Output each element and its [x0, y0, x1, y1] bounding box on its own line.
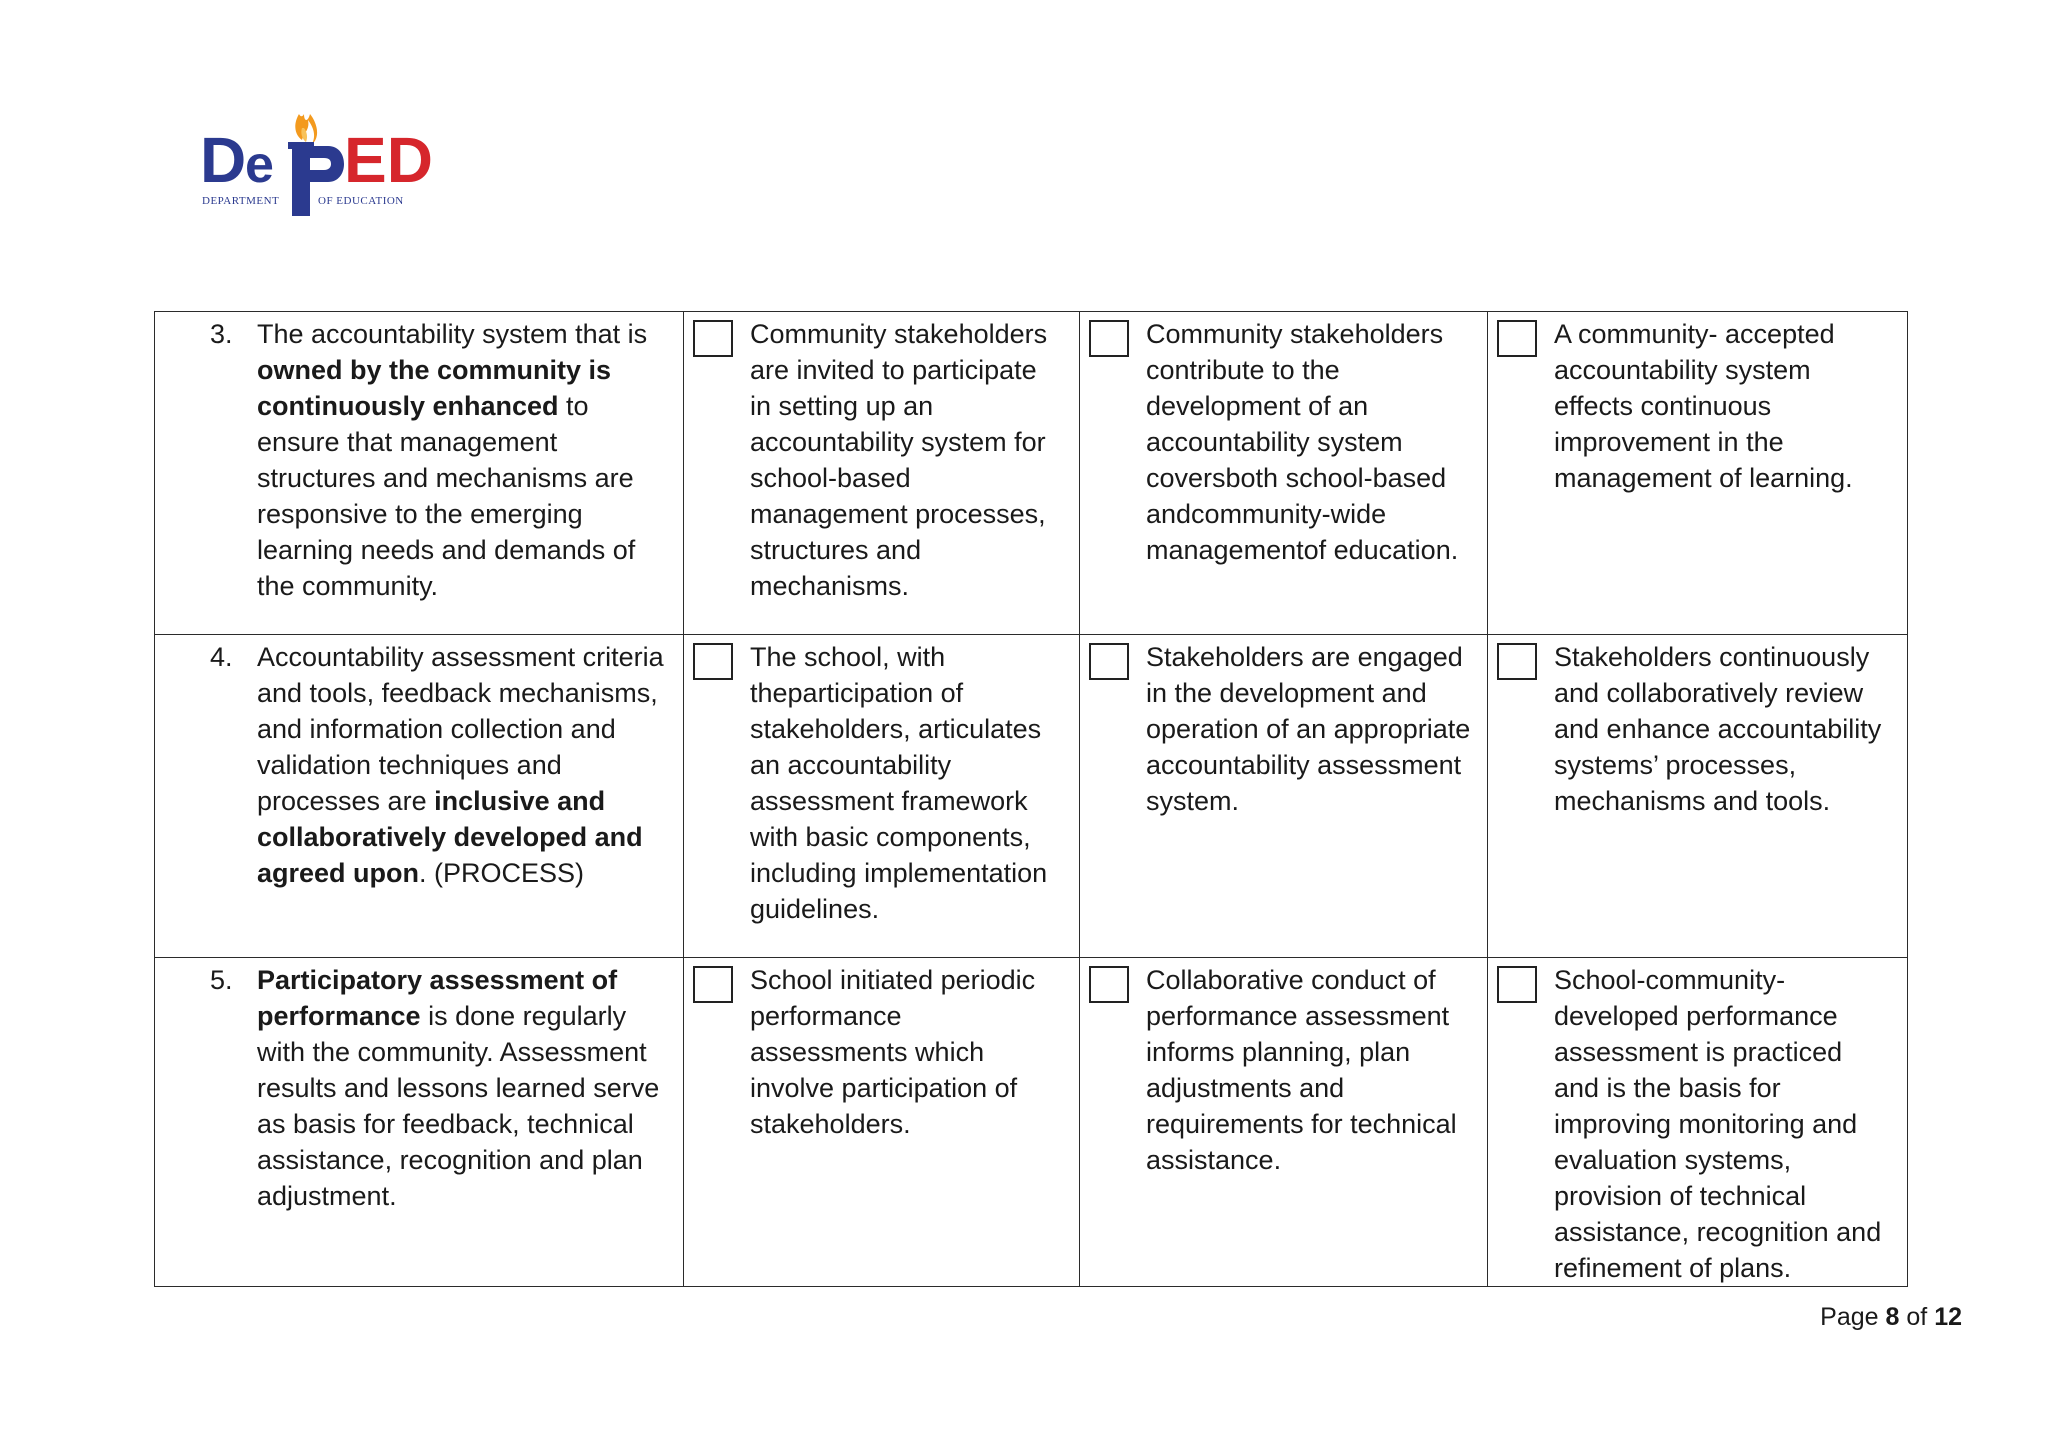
level-checkbox[interactable]: [1497, 320, 1537, 357]
level-checkbox[interactable]: [693, 966, 733, 1003]
indicator-text: [257, 962, 665, 1214]
level-3-cell: [1488, 312, 1908, 635]
level-description: Stakeholders are engaged in the development and operation of an appropriate accountability assessment system.: [1146, 642, 1471, 816]
rubric-row: [155, 958, 1908, 1287]
level-3-cell: [1488, 635, 1908, 958]
rubric-row: [155, 635, 1908, 958]
level-description: Collaborative conduct of performance assessment informs planning, plan adjustments and requirements for technical assistance.: [1146, 965, 1457, 1175]
level-checkbox[interactable]: [1089, 320, 1129, 357]
indicator-number: 4.: [210, 642, 233, 672]
indicator-cell: [155, 958, 684, 1287]
level-2-cell: [1080, 958, 1488, 1287]
indicator-segment: . (PROCESS): [419, 858, 585, 888]
svg-text:OF EDUCATION: OF EDUCATION: [318, 195, 404, 207]
level-description: The school, with theparticipation of stakeholders, articulates an accountability assessment framework with basic components, including implementation guidelines.: [750, 642, 1048, 924]
level-1-cell: [684, 635, 1080, 958]
indicator-text: [257, 639, 665, 891]
level-description: A community- accepted accountability system effects continuous improvement in the management of learning.: [1554, 319, 1853, 493]
indicator-segment: Accountability assessment criteria and tools, feedback mechanisms, and information collection and validation techniques and processes are: [257, 642, 664, 816]
indicator-emphasis: owned by the community is continuously enhanced: [257, 355, 612, 421]
indicator-cell: [155, 635, 684, 958]
level-2-cell: [1080, 635, 1488, 958]
level-description: School initiated periodic performance assessments which involve participation of stakeholders.: [750, 965, 1036, 1139]
level-checkbox[interactable]: [1497, 643, 1537, 680]
level-checkbox[interactable]: [1089, 643, 1129, 680]
accountability-rubric-table: [154, 311, 1908, 1287]
level-checkbox[interactable]: [1089, 966, 1129, 1003]
svg-text:D: D: [200, 124, 247, 196]
indicator-segment: The accountability system that is: [257, 319, 648, 349]
level-checkbox[interactable]: [1497, 966, 1537, 1003]
level-description: Community stakeholders contribute to the development of an accountability system coversboth school-based andcommunity-wide managementof education.: [1146, 319, 1459, 565]
indicator-number: 3.: [210, 319, 233, 349]
page-of: of: [1906, 1303, 1928, 1331]
level-2-cell: [1080, 312, 1488, 635]
level-3-cell: [1488, 958, 1908, 1287]
svg-text:ED: ED: [344, 124, 433, 196]
level-1-cell: [684, 312, 1080, 635]
indicator-cell: [155, 312, 684, 635]
page-number: [1820, 1303, 1962, 1332]
level-checkbox[interactable]: [693, 320, 733, 357]
svg-text:e: e: [245, 136, 274, 194]
level-description: Stakeholders continuously and collaboratively review and enhance accountability systems’ processes, mechanisms and tools.: [1554, 642, 1882, 816]
indicator-segment: is done regularly with the community. Assessment results and lessons learned serve as basis for feedback, technical assistance, recognition and plan adjustment.: [257, 1001, 660, 1211]
indicator-segment: to ensure that management structures and mechanisms are responsive to the emerging learning needs and demands of the community.: [257, 391, 636, 601]
page-current: 8: [1885, 1303, 1900, 1331]
level-checkbox[interactable]: [693, 643, 733, 680]
svg-text:DEPARTMENT: DEPARTMENT: [202, 195, 280, 207]
indicator-emphasis: inclusive and collaboratively developed and agreed upon: [257, 786, 643, 888]
level-description: School-community-developed performance assessment is practiced and is the basis for improving monitoring and evaluation systems, provision of technical assistance, recognition and refinement of plans.: [1554, 965, 1882, 1283]
indicator-emphasis: Participatory assessment of performance: [257, 965, 618, 1031]
indicator-number: 5.: [210, 965, 233, 995]
deped-torch-logo-icon: [200, 100, 435, 220]
rubric-row: [155, 312, 1908, 635]
page-word: Page: [1820, 1303, 1879, 1331]
page-total: 12: [1934, 1303, 1962, 1331]
level-description: Community stakeholders are invited to participate in setting up an accountability system for school-based management processes, structures and mechanisms.: [750, 319, 1048, 601]
level-1-cell: [684, 958, 1080, 1287]
deped-logo: [200, 100, 435, 220]
indicator-text: [257, 316, 665, 604]
